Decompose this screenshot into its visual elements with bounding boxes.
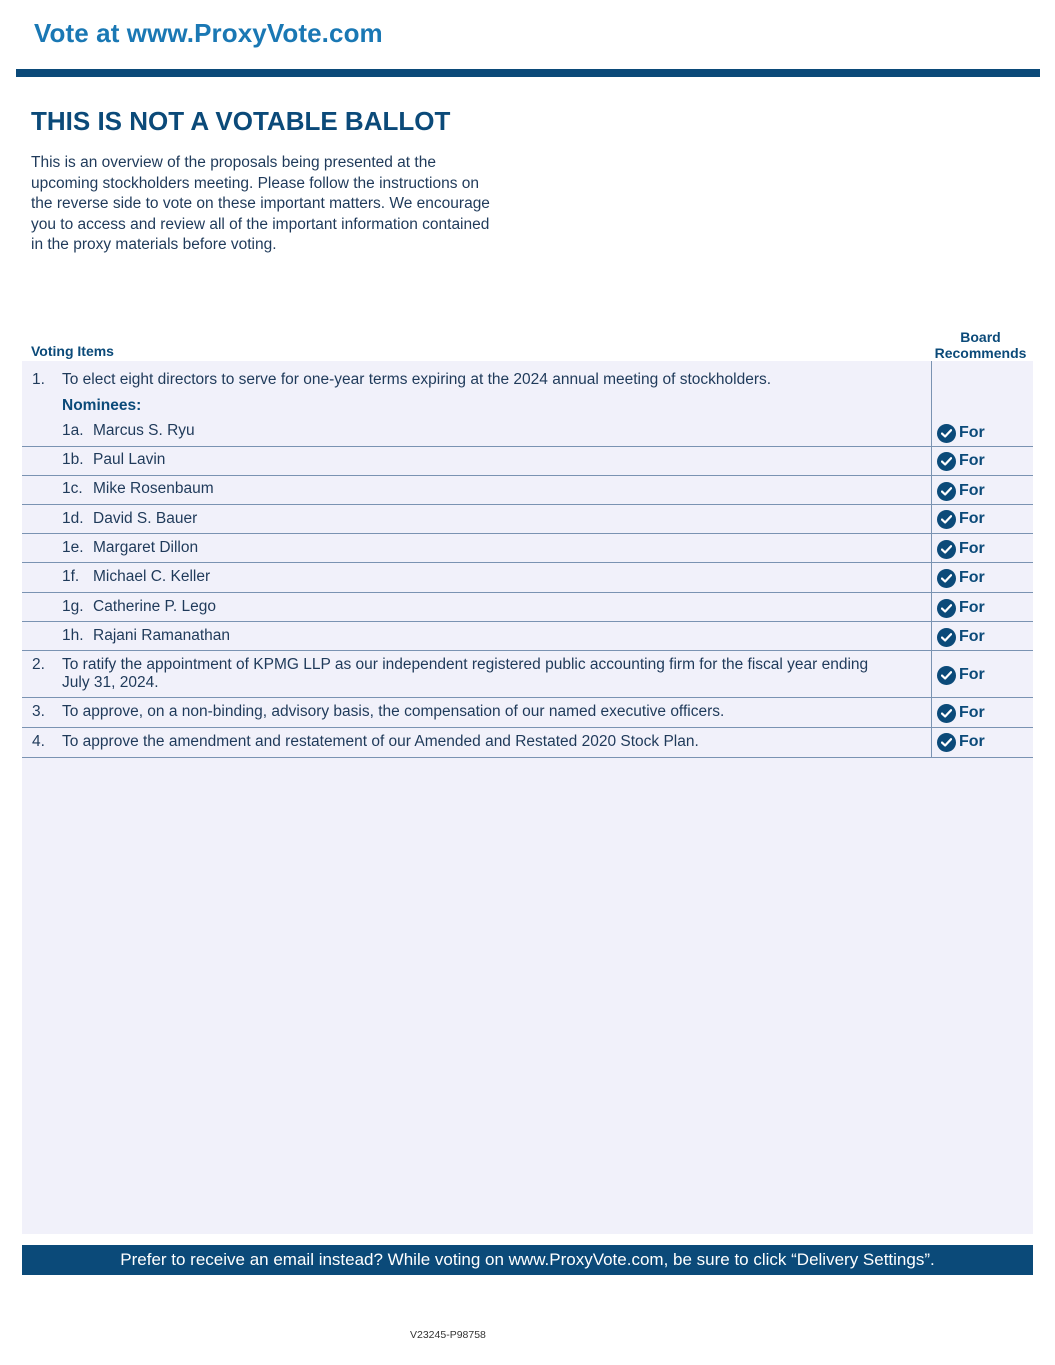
- nominee-name: Marcus S. Ryu: [93, 422, 195, 439]
- board-recommendation: For: [937, 665, 985, 685]
- board-recommendation: For: [937, 627, 985, 647]
- board-recommendation: For: [937, 539, 985, 559]
- nominees-label: Nominees:: [62, 397, 142, 414]
- row-divider: [22, 592, 1033, 593]
- item-text-continued: July 31, 2024.: [62, 674, 159, 691]
- item-number: 1.: [32, 371, 45, 388]
- board-recommendation: For: [937, 509, 985, 529]
- proxyvote-link[interactable]: Vote at www.ProxyVote.com: [34, 18, 383, 48]
- nominee-id: 1h.: [62, 627, 84, 644]
- row-divider: [22, 650, 1033, 651]
- board-recommendation: For: [937, 732, 985, 752]
- board-recommendation: For: [937, 451, 985, 471]
- row-divider: [22, 562, 1033, 563]
- nominee-name: Margaret Dillon: [93, 539, 199, 556]
- nominee-name: David S. Bauer: [93, 510, 198, 527]
- row-divider: [22, 446, 1033, 447]
- item-number: 3.: [32, 703, 45, 720]
- nominee-id: 1e.: [62, 539, 84, 556]
- check-circle-icon: [937, 482, 956, 501]
- nominee-id: 1b.: [62, 451, 84, 468]
- email-delivery-banner: Prefer to receive an email instead? While voting on www.ProxyVote.com, be sure to click “Delivery Settings”.: [22, 1245, 1033, 1275]
- nominee-name: Mike Rosenbaum: [93, 480, 214, 497]
- board-recommends-header: Board Recommends: [934, 329, 1027, 361]
- check-circle-icon: [937, 628, 956, 647]
- row-divider: [22, 757, 1033, 758]
- check-circle-icon: [937, 599, 956, 618]
- board-recommendation: For: [937, 568, 985, 588]
- row-divider: [22, 727, 1033, 728]
- check-circle-icon: [937, 424, 956, 443]
- row-divider: [22, 475, 1033, 476]
- item-text: To approve, on a non-binding, advisory basis, the compensation of our named executive officers.: [62, 703, 725, 720]
- document-code: V23245-P98758: [410, 1329, 486, 1341]
- row-divider: [22, 621, 1033, 622]
- nominee-name: Paul Lavin: [93, 451, 166, 468]
- row-divider: [22, 504, 1033, 505]
- nominee-id: 1d.: [62, 510, 84, 527]
- nominee-id: 1a.: [62, 422, 84, 439]
- check-circle-icon: [937, 540, 956, 559]
- check-circle-icon: [937, 704, 956, 723]
- board-recommendation: For: [937, 423, 985, 443]
- row-divider: [22, 533, 1033, 534]
- check-circle-icon: [937, 510, 956, 529]
- nominee-id: 1f.: [62, 568, 80, 585]
- check-circle-icon: [937, 666, 956, 685]
- check-circle-icon: [937, 569, 956, 588]
- item-text: To approve the amendment and restatement of our Amended and Restated 2020 Stock Plan.: [62, 733, 699, 750]
- voting-items-header: Voting Items: [31, 343, 114, 359]
- item-number: 2.: [32, 656, 45, 673]
- board-recommendation: For: [937, 703, 985, 723]
- page-title: THIS IS NOT A VOTABLE BALLOT: [31, 106, 451, 136]
- intro-text: This is an overview of the proposals being presented at the upcoming stockholders meeting. Please follow the instructions on the reverse side to vote on these important matters. We encourage you to access and review all of the important information contained in the proxy materials before voting.: [31, 154, 490, 254]
- board-recommendation: For: [937, 598, 985, 618]
- nominee-id: 1c.: [62, 480, 83, 497]
- header-divider: [16, 69, 1040, 77]
- item-text: To elect eight directors to serve for one-year terms expiring at the 2024 annual meeting of stockholders.: [62, 371, 772, 388]
- nominee-id: 1g.: [62, 598, 84, 615]
- row-divider: [22, 697, 1033, 698]
- check-circle-icon: [937, 733, 956, 752]
- item-text: To ratify the appointment of KPMG LLP as our independent registered public accounting firm for the fiscal year ending: [62, 656, 869, 673]
- check-circle-icon: [937, 452, 956, 471]
- nominee-name: Michael C. Keller: [93, 568, 211, 585]
- nominee-name: Catherine P. Lego: [93, 598, 216, 615]
- board-recommendation: For: [937, 481, 985, 501]
- nominee-name: Rajani Ramanathan: [93, 627, 231, 644]
- item-number: 4.: [32, 733, 45, 750]
